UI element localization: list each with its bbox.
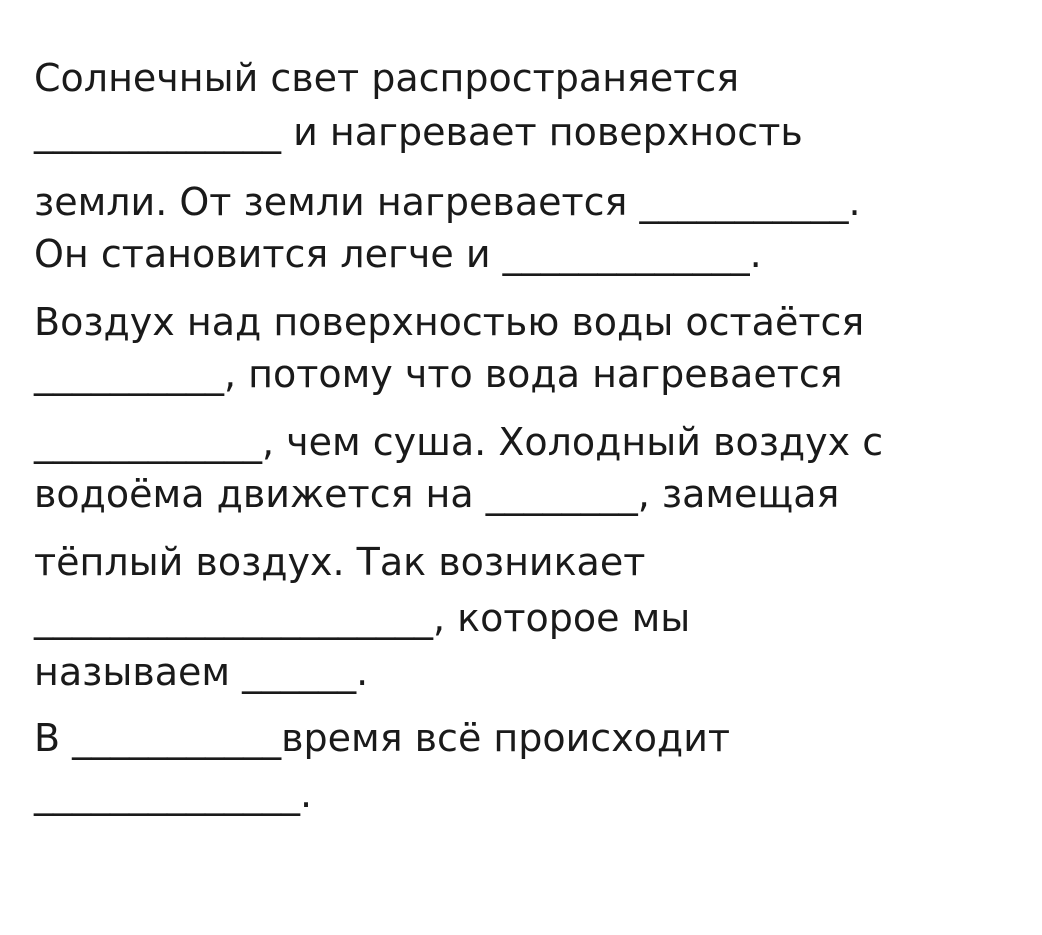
text-line-8: водоёма движется на ________, замещая xyxy=(34,472,840,516)
text-line-9: тёплый воздух. Так возникает xyxy=(34,540,646,584)
text-line-4: Он становится легче и _____________. xyxy=(34,232,762,276)
text-line-5: Воздух над поверхностью воды остаётся xyxy=(34,300,865,344)
text-line-13: ______________. xyxy=(34,772,313,816)
text-line-12: В ___________время всё происходит xyxy=(34,716,731,760)
text-line-7: ____________, чем суша. Холодный воздух с xyxy=(34,420,884,464)
text-line-3: земли. От земли нагревается ___________. xyxy=(34,180,861,224)
text-line-1: Солнечный свет распространяется xyxy=(34,56,740,100)
text-line-6: __________, потому что вода нагревается xyxy=(34,352,843,396)
text-line-10: _____________________, которое мы xyxy=(34,596,691,640)
text-line-11: называем ______. xyxy=(34,650,369,694)
text-line-2: _____________ и нагревает поверхность xyxy=(34,110,803,154)
